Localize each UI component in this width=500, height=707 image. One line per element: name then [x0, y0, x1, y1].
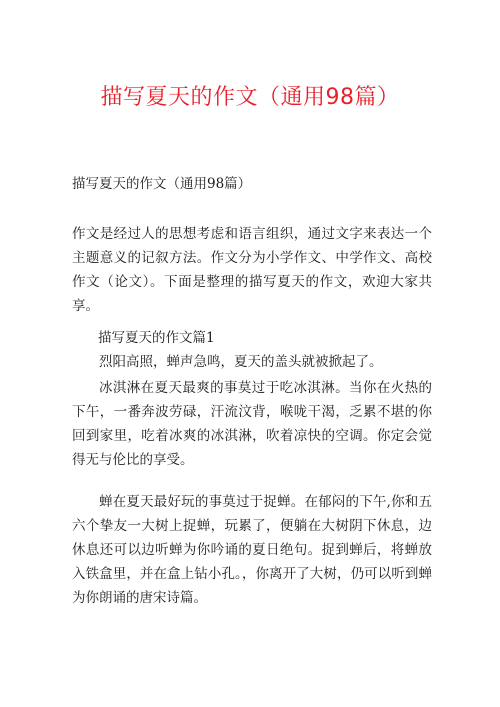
document-title: 描写夏天的作文（通用98篇） — [100, 85, 400, 110]
body-paragraph-1: 烈阳高照，蝉声急鸣，夏天的盖头就被掀起了。 — [99, 354, 383, 370]
body-paragraph-2: 冰淇淋在夏天最爽的事莫过于吃冰淇淋。当你在火热的下午，一番奔波劳碌，汗流汶背，喉咙干渴，乏累不堪的你回到家里，吃着冰爽的冰淇淋，吹着凉快的空调。你定会觉得无与伦比的享受。 — [72, 380, 432, 468]
body-paragraph-3: 蝉在夏天最好玩的事莫过于捉蝉。在郁闷的下午,你和五六个挚友一大树上捉蝉，玩累了，便躺在大树阴下休息，边休息还可以边听蝉为你吟诵的夏日绝句。捉到蝉后，将蝉放入铁盒里，并在盒上钻小孔。，你离开了大树，仍可以听到蝉为你朗诵的唐宋诗篇。 — [72, 494, 432, 606]
document-subtitle: 描写夏天的作文（通用98篇） — [72, 176, 252, 192]
section-heading: 描写夏天的作文篇1 — [98, 330, 215, 346]
intro-paragraph: 作文是经过人的思想考虑和语言组织，通过文字来表达一个主题意义的记叙方法。作文分为小学作文、中学作文、高校作文（论文）。下面是整理的描写夏天的作文，欢迎大家共享。 — [72, 226, 432, 314]
